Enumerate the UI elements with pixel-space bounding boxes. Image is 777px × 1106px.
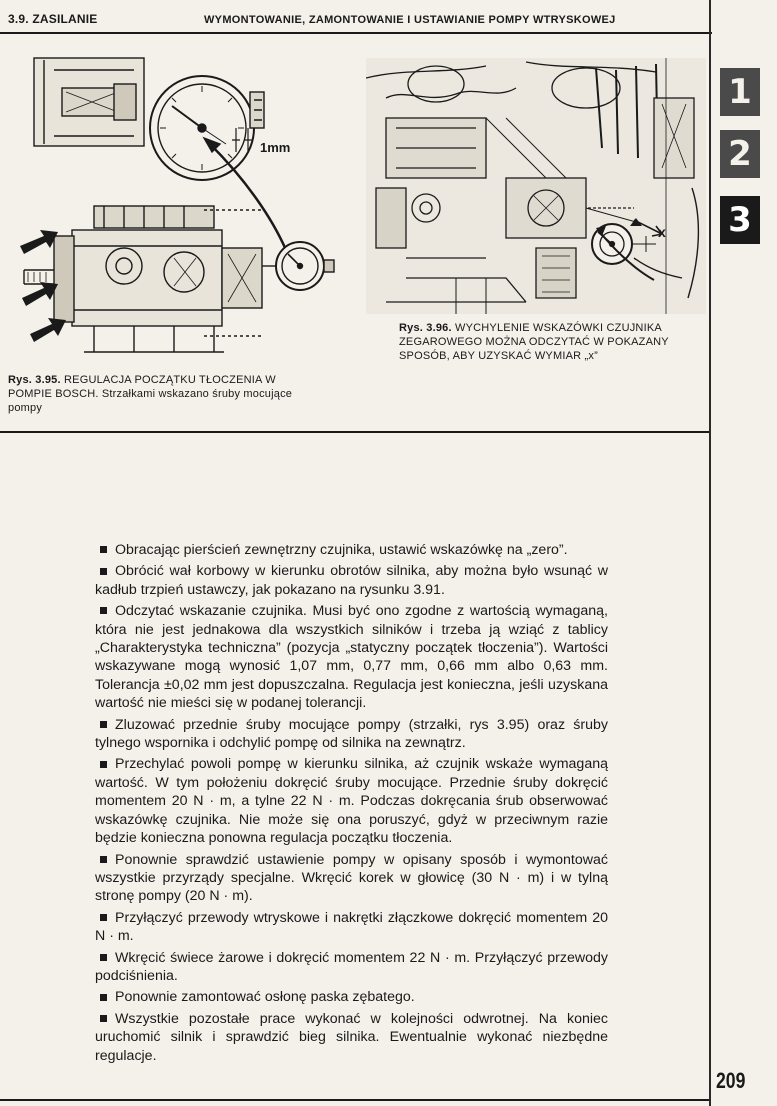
caption-title: REGULACJA POCZĄTKU TŁOCZENIA W POMPIE BOSCH. bbox=[8, 374, 276, 400]
dimension-label-1mm: 1mm bbox=[260, 140, 291, 155]
figure-3-95-caption bbox=[8, 373, 308, 415]
instruction-text: Obrócić wał korbowy w kierunku obrotów silnika, aby można było wsunąć w kadłub trzpień ustawczy, jak pokazano na rysunku 3.91. bbox=[95, 563, 608, 598]
pump-dial-gauge-illustration bbox=[14, 40, 344, 368]
instruction-text: Wkręcić świece żarowe i dokręcić momentem 22 N · m. Przyłączyć przewody podciśnienia. bbox=[95, 949, 608, 984]
footer-divider bbox=[0, 1099, 709, 1101]
section-title: 3.9. ZASILANIE bbox=[8, 12, 98, 26]
instruction-text: Obracając pierścień zewnętrzny czujnika, ustawić wskazówkę na „zero”. bbox=[115, 542, 568, 558]
chapter-tab-2[interactable]: 2 bbox=[720, 130, 760, 178]
instruction-item bbox=[95, 541, 608, 559]
bullet-square-icon bbox=[100, 994, 107, 1001]
caption-label: Rys. 3.96. bbox=[399, 322, 452, 334]
instruction-text: Przechylać powoli pompę w kierunku silnika, aż czujnik wskaże wymaganą wartość. W tym położeniu dokręcić śruby mocujące. Przednie śruby dokręcić momentem 20 N · m, a tylne 22 N · m. Podczas dokręcania śrub obserwować wskazówkę czujnika. Nie może się ona poruszyć, gdyż w przeciwnym razie będzie konieczna ponowna regulacja początku tłoczenia. bbox=[95, 756, 608, 847]
instruction-item bbox=[95, 949, 608, 986]
instruction-item bbox=[95, 909, 608, 946]
caption-title: WYCHYLENIE WSKAZÓWKI CZUJNIKA ZEGAROWEGO MOŻNA ODCZYTAĆ W POKAZANY SPOSÓB, ABY UZYSKAĆ WYMIAR „x” bbox=[399, 322, 669, 362]
figure-3-96-caption bbox=[399, 321, 699, 363]
bullet-square-icon bbox=[100, 856, 107, 863]
caption-subtitle: Strzałkami wskazano śruby mocujące pompy bbox=[8, 388, 293, 414]
instructions-list bbox=[95, 541, 608, 1068]
section-divider bbox=[0, 431, 709, 433]
bullet-square-icon bbox=[100, 568, 107, 575]
dimension-label-x: x bbox=[658, 224, 666, 240]
bullet-square-icon bbox=[100, 914, 107, 921]
bullet-square-icon bbox=[100, 607, 107, 614]
instruction-item bbox=[95, 602, 608, 712]
bullet-square-icon bbox=[100, 721, 107, 728]
instruction-item bbox=[95, 851, 608, 906]
instruction-text: Odczytać wskazanie czujnika. Musi być ono zgodne z wartością wymaganą, która nie jest jednakowa dla wszystkich silników i trzeba ją wziąć z tablicy „Charakterystyka techniczna” (pozycja „statyczny początek tłoczenia”). Wartości wskazywane mogą wynosić 1,07 mm, 0,77 mm, 0,66 mm albo 0,63 mm. Tolerancja ±0,02 mm jest dopuszczalna. Regulacja jest konieczna, jeśli uzyskana wartość nie mieści się w podanej tolerancji. bbox=[95, 603, 608, 712]
instruction-item bbox=[95, 716, 608, 753]
caption-label: Rys. 3.95. bbox=[8, 374, 61, 386]
page-heading: WYMONTOWANIE, ZAMONTOWANIE I USTAWIANIE POMPY WTRYSKOWEJ bbox=[204, 14, 616, 26]
bullet-square-icon bbox=[100, 1015, 107, 1022]
bullet-square-icon bbox=[100, 546, 107, 553]
instruction-item bbox=[95, 562, 608, 599]
engine-gauge-illustration bbox=[366, 58, 706, 314]
figure-3-95 bbox=[14, 40, 344, 368]
page-edge-line bbox=[709, 0, 711, 1106]
instruction-item bbox=[95, 988, 608, 1006]
chapter-tab-3[interactable]: 3 bbox=[720, 196, 760, 244]
page-number: 209 bbox=[716, 1068, 746, 1093]
figure-3-96 bbox=[366, 58, 706, 314]
bullet-square-icon bbox=[100, 954, 107, 961]
header-divider bbox=[0, 32, 712, 34]
instruction-text: Ponownie zamontować osłonę paska zębatego. bbox=[115, 989, 415, 1006]
instruction-item bbox=[95, 755, 608, 847]
instruction-text: Przyłączyć przewody wtryskowe i nakrętki złączkowe dokręcić momentem 20 N · m. bbox=[95, 909, 608, 945]
chapter-tab-1[interactable]: 1 bbox=[720, 68, 760, 116]
instruction-item bbox=[95, 1010, 608, 1065]
instruction-text: Ponownie sprawdzić ustawienie pompy w opisany sposób i wymontować wszystkie przyrządy specjalne. Wkręcić korek w głowicę (30 N · m) i w tylną stronę pompy (20 N · m). bbox=[95, 851, 608, 905]
bullet-square-icon bbox=[100, 761, 107, 768]
instruction-text: Zluzować przednie śruby mocujące pompy (strzałki, rys 3.95) oraz śruby tylnego wspornika i odchylić pompę od silnika na zewnątrz. bbox=[95, 716, 608, 752]
instruction-text: Wszystkie pozostałe prace wykonać w kolejności odwrotnej. Na koniec uruchomić silnik i sprawdzić bieg silnika. Ewentualnie wykonać niezbędne regulacje. bbox=[95, 1010, 608, 1064]
